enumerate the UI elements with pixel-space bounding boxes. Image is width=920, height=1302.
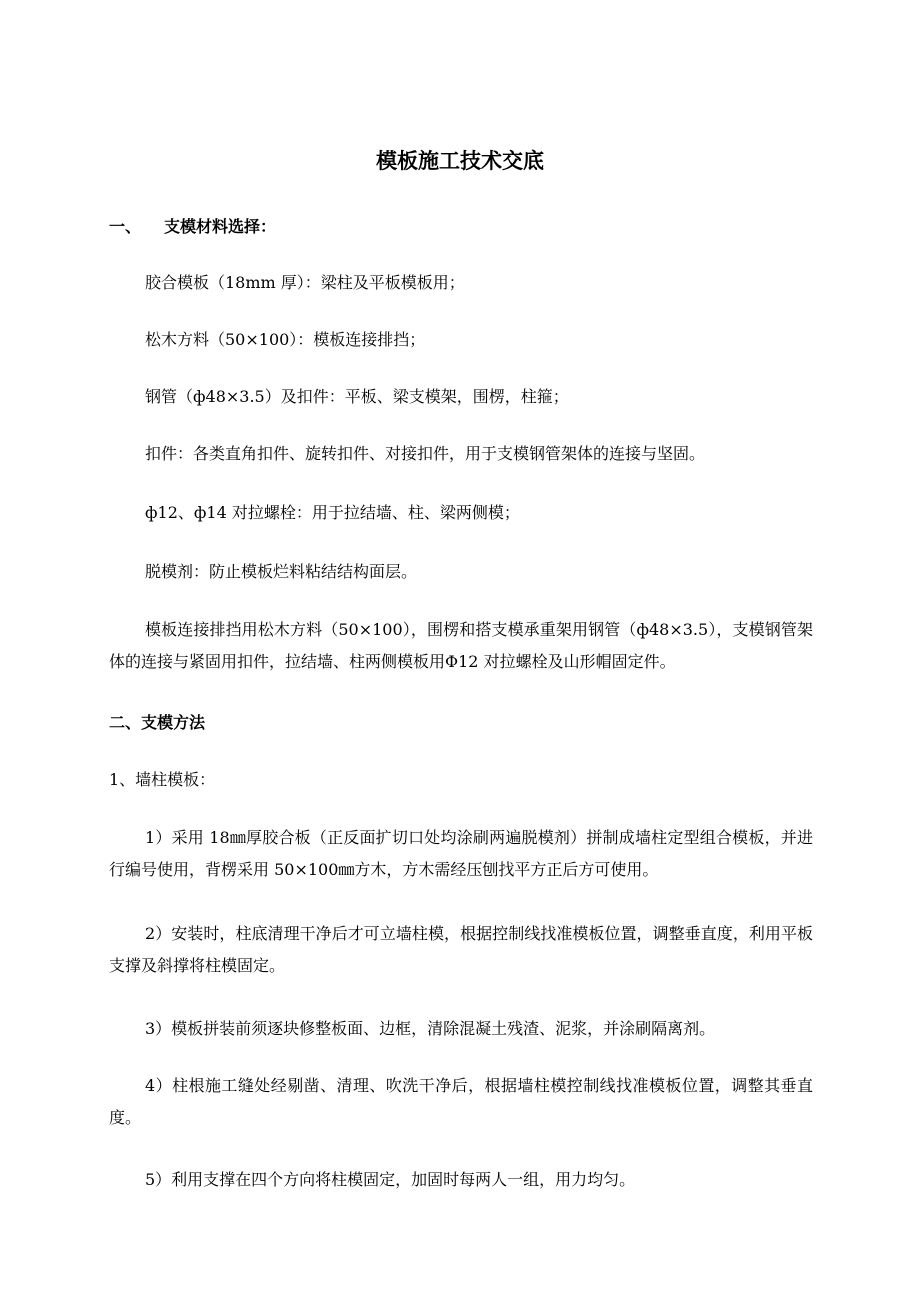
- material-item: 钢管（ф48×3.5）及扣件：平板、梁支模架，围楞，柱箍；: [145, 387, 569, 406]
- material-item: 松木方料（50×100）：模板连接排挡；: [145, 330, 426, 349]
- materials-summary: 模板连接排挡用松木方料（50×100），围楞和搭支模承重架用钢管（ф48×3.5），支模钢管架体的连接与紧固用扣件，拉结墙、柱两侧模板用Φ12 对拉螺栓及山形帽固定件。: [109, 620, 813, 671]
- section2-heading: 二、支模方法: [109, 713, 206, 732]
- method-step: 4）柱根施工缝处经剔凿、清理、吹洗干净后，根据墙柱模控制线找准模板位置，调整其垂直度。: [109, 1076, 813, 1127]
- subsection-heading: 1、墙柱模板：: [109, 770, 216, 789]
- material-item: 扣件：各类直角扣件、旋转扣件、对接扣件，用于支模钢管架体的连接与坚固。: [145, 444, 706, 463]
- section1-heading: 支模材料选择：: [164, 217, 277, 236]
- method-step: 3）模板拼装前须逐块修整板面、边框，清除混凝土残渣、泥浆，并涂刷隔离剂。: [145, 1019, 716, 1038]
- material-item: 脱模剂：防止模板烂料粘结结构面层。: [145, 562, 418, 581]
- method-step: 2）安装时，柱底清理干净后才可立墙柱模，根据控制线找准模板位置，调整垂直度，利用平板支撑及斜撑将柱模固定。: [109, 924, 813, 975]
- material-item: ф12、ф14 对拉螺栓：用于拉结墙、柱、梁两侧模；: [145, 503, 520, 522]
- method-step: 1）采用 18㎜厚胶合板（正反面扩切口处均涂刷两遍脱模剂）拼制成墙柱定型组合模板，并进行编号使用，背楞采用 50×100㎜方木，方木需经压刨找平方正后方可使用。: [109, 828, 813, 879]
- document-title: 模板施工技术交底: [376, 149, 544, 173]
- section1-number: 一、: [109, 217, 142, 236]
- method-step: 5）利用支撑在四个方向将柱模固定，加固时每两人一组，用力均匀。: [145, 1170, 636, 1189]
- material-item: 胶合模板（18mm 厚）：梁柱及平板模板用；: [145, 273, 465, 292]
